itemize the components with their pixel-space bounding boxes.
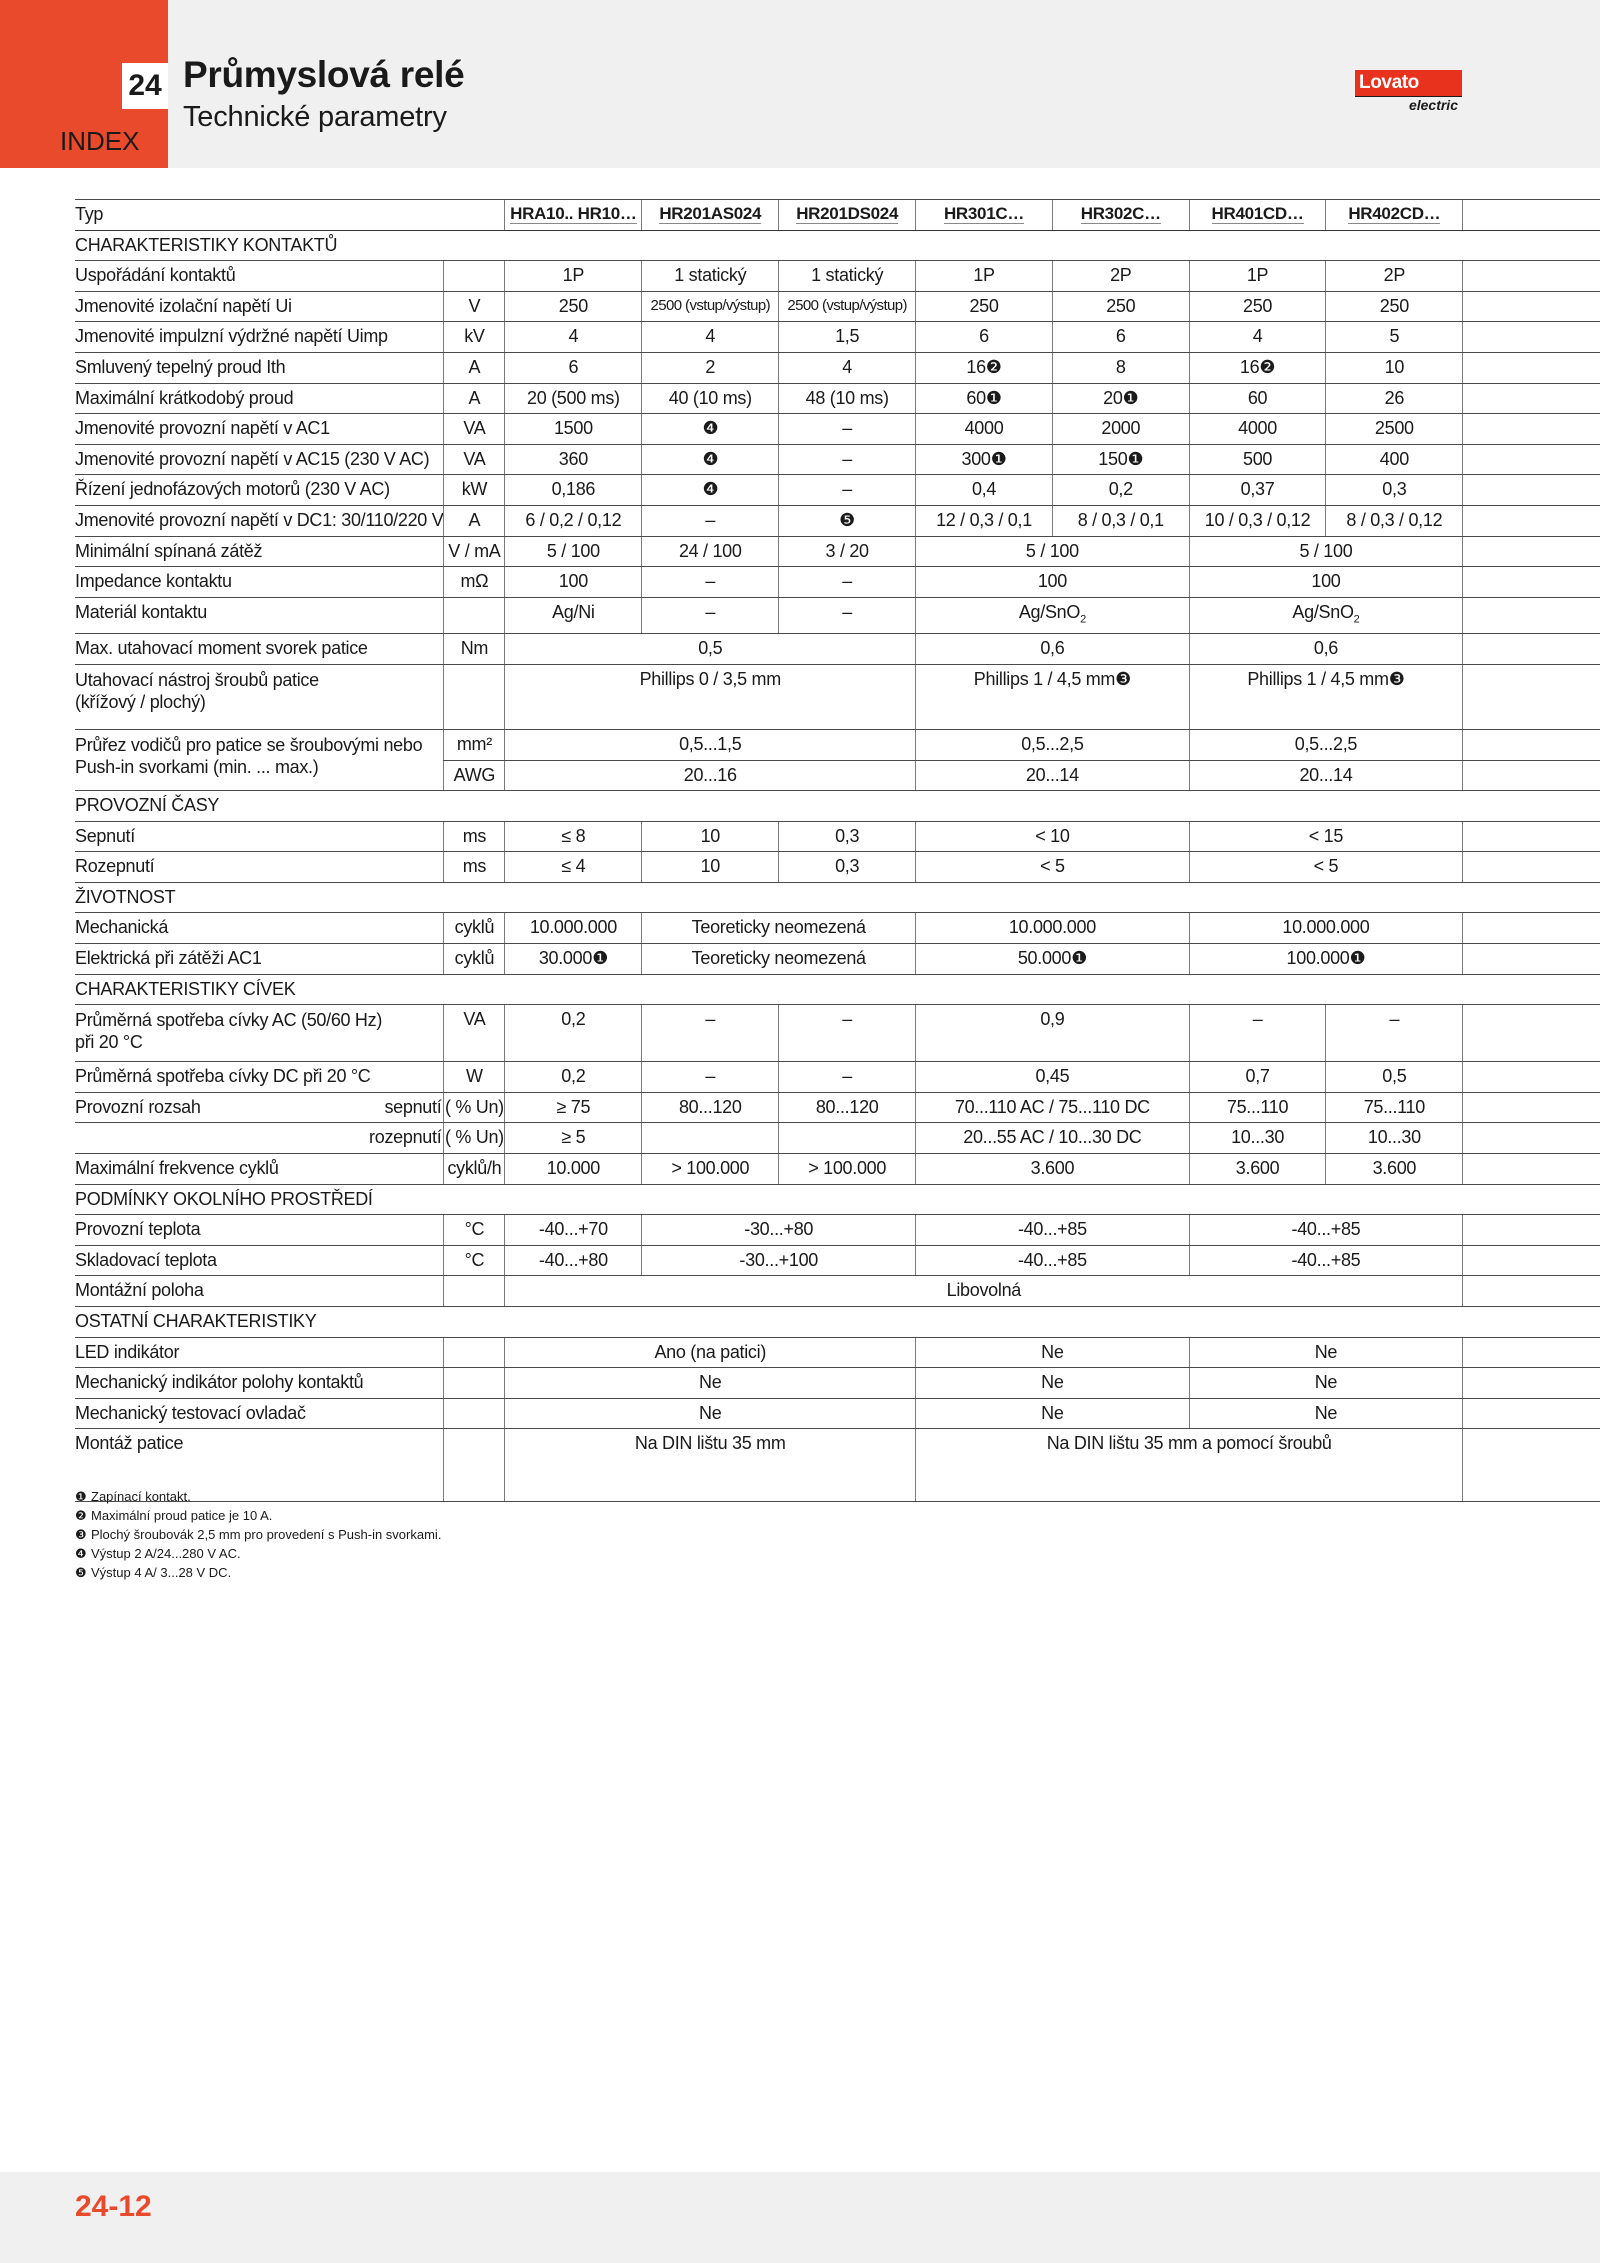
cell: 80...120: [642, 1092, 779, 1123]
cell: ❹: [642, 444, 779, 475]
cell: 5 / 100: [916, 536, 1190, 567]
table-row: [75, 597, 1600, 634]
cell: 6: [1052, 322, 1189, 353]
cell: 6 / 0,2 / 0,12: [505, 505, 642, 536]
section-times: [75, 791, 1600, 822]
logo-subtext: electric: [1355, 96, 1462, 113]
cell: 4000: [916, 414, 1053, 445]
table-row: [75, 322, 1600, 353]
cell: 300❶: [916, 444, 1053, 475]
cell: 250: [1326, 291, 1463, 322]
cell: 2P: [1326, 261, 1463, 292]
row-unit: VA: [444, 1005, 505, 1062]
cell: Ne: [1189, 1398, 1463, 1429]
table-row: [75, 475, 1600, 506]
cell: -40...+85: [1189, 1245, 1463, 1276]
cell: 3 / 20: [779, 536, 916, 567]
cell: 40 (10 ms): [642, 383, 779, 414]
cell: Ag/SnO$_2$: [916, 597, 1190, 634]
cell: 500: [1189, 444, 1326, 475]
cell: 0,37: [1189, 475, 1326, 506]
cell: 48 (10 ms): [779, 383, 916, 414]
cell: > 100.000: [642, 1154, 779, 1185]
cell: 3.600: [916, 1154, 1190, 1185]
cell: Phillips 0 / 3,5 mm: [505, 664, 916, 729]
row-unit: cyklů: [444, 913, 505, 944]
cell: 0,4: [916, 475, 1053, 506]
cell: 5: [1326, 322, 1463, 353]
cell: 24 / 100: [642, 536, 779, 567]
footnote: ❶ Zapínací kontakt.: [75, 1489, 191, 1504]
cell: 20❶: [1052, 383, 1189, 414]
cell: 10: [1326, 352, 1463, 383]
table-row: [75, 567, 1600, 598]
row-label: Jmenovité provozní napětí v AC15 (230 V AC): [75, 444, 444, 475]
cell: 250: [916, 291, 1053, 322]
cell: 10: [642, 821, 779, 852]
table-row: [75, 852, 1600, 883]
cell: 5 / 100: [1189, 536, 1463, 567]
cell: ❺: [779, 505, 916, 536]
cell: Ne: [916, 1368, 1190, 1399]
cell: 3.600: [1326, 1154, 1463, 1185]
page-number: 24-12: [75, 2190, 152, 2223]
model-hr402cd: HR402CD…: [1326, 200, 1463, 231]
cell: 0,7: [1189, 1062, 1326, 1093]
cell: -30...+80: [642, 1215, 916, 1246]
table-row: [75, 729, 1600, 760]
row-unit: °C: [444, 1215, 505, 1246]
row-label: Utahovací nástroj šroubů patice (křížový / plochý): [75, 664, 444, 729]
row-unit: A: [444, 505, 505, 536]
cell: Ne: [505, 1368, 916, 1399]
cell: Teoreticky neomezená: [642, 944, 916, 975]
cell: 20...55 AC / 10...30 DC: [916, 1123, 1190, 1154]
cell: 3.600: [1189, 1154, 1326, 1185]
cell: –: [642, 1005, 779, 1062]
cell: –: [642, 505, 779, 536]
cell: 8 / 0,3 / 0,12: [1326, 505, 1463, 536]
section-title: PODMÍNKY OKOLNÍHO PROSTŘEDÍ: [75, 1184, 1600, 1215]
row-label: Materiál kontaktu: [75, 597, 444, 634]
cell: > 100.000: [779, 1154, 916, 1185]
header-row: [75, 200, 1600, 231]
row-label: Jmenovité provozní napětí v AC1: [75, 414, 444, 445]
cell: 0,5...1,5: [505, 729, 916, 760]
spec-table: [75, 199, 1600, 1502]
model-hr201as024: HR201AS024: [642, 200, 779, 231]
cell: < 15: [1189, 821, 1463, 852]
section-contacts: [75, 230, 1600, 261]
cell: 100: [1189, 567, 1463, 598]
cell: 0,3: [779, 852, 916, 883]
table-row: [75, 536, 1600, 567]
row-unit: ms: [444, 821, 505, 852]
table-row: [75, 1337, 1600, 1368]
table-row: [75, 664, 1600, 729]
row-unit: Nm: [444, 634, 505, 665]
cell: 0,2: [1052, 475, 1189, 506]
section-title: PROVOZNÍ ČASY: [75, 791, 1600, 822]
cell: –: [642, 597, 779, 634]
table-row: [75, 444, 1600, 475]
cell: 2500 (vstup/výstup): [779, 291, 916, 322]
cell: < 5: [916, 852, 1190, 883]
cell: 6: [916, 322, 1053, 353]
cell: 250: [1052, 291, 1189, 322]
cell: 0,5...2,5: [916, 729, 1190, 760]
cell: Ne: [1189, 1368, 1463, 1399]
index-link[interactable]: INDEX: [60, 126, 140, 156]
cell: 10...30: [1326, 1123, 1463, 1154]
cell: ❹: [642, 475, 779, 506]
cell: Ne: [505, 1398, 916, 1429]
cell: ≥ 5: [505, 1123, 642, 1154]
cell: Ag/Ni: [505, 597, 642, 634]
cell: 0,2: [505, 1062, 642, 1093]
cell: Na DIN lištu 35 mm: [505, 1429, 916, 1502]
row-label: Průměrná spotřeba cívky DC při 20 °C: [75, 1062, 444, 1093]
table-row: [75, 821, 1600, 852]
table-row: [75, 1062, 1600, 1093]
cell: 16❷: [916, 352, 1053, 383]
model-hr301c: HR301C…: [916, 200, 1053, 231]
table-row: [75, 1215, 1600, 1246]
row-unit: cyklů/h: [444, 1154, 505, 1185]
cell: 150❶: [1052, 444, 1189, 475]
row-label: Skladovací teplota: [75, 1245, 444, 1276]
cell: 6: [505, 352, 642, 383]
section-coils: [75, 974, 1600, 1005]
cell: Ne: [916, 1337, 1190, 1368]
cell: 8: [1052, 352, 1189, 383]
cell: -30...+100: [642, 1245, 916, 1276]
cell: 10: [642, 852, 779, 883]
model-hr201ds024: HR201DS024: [779, 200, 916, 231]
cell: 1,5: [779, 322, 916, 353]
cell: 75...110: [1189, 1092, 1326, 1123]
model-hr302c: HR302C…: [1052, 200, 1189, 231]
cell: 10.000: [505, 1154, 642, 1185]
row-unit: kV: [444, 322, 505, 353]
cell: 0,3: [1326, 475, 1463, 506]
section-number: 24: [122, 63, 168, 109]
footnote: ❸ Plochý šroubovák 2,5 mm pro provedení s Push-in svorkami.: [75, 1527, 442, 1542]
cell: 1P: [916, 261, 1053, 292]
cell: –: [779, 444, 916, 475]
cell: 75...110: [1326, 1092, 1463, 1123]
row-label: Jmenovité provozní napětí v DC1: 30/110/220 V: [75, 505, 444, 536]
cell: Ne: [916, 1398, 1190, 1429]
cell: 2: [642, 352, 779, 383]
row-label: LED indikátor: [75, 1337, 444, 1368]
cell: Ano (na patici): [505, 1337, 916, 1368]
row-unit: V / mA: [444, 536, 505, 567]
table-row: [75, 1154, 1600, 1185]
cell: ≤ 4: [505, 852, 642, 883]
cell: 1 statický: [642, 261, 779, 292]
cell: –: [779, 1005, 916, 1062]
cell: < 5: [1189, 852, 1463, 883]
row-label: Průřez vodičů pro patice se šroubovými nebo Push-in svorkami (min. ... max.): [75, 729, 444, 790]
row-unit: mΩ: [444, 567, 505, 598]
cell: 0,6: [1189, 634, 1463, 665]
table-row: [75, 383, 1600, 414]
cell: Phillips 1 / 4,5 mm❸: [916, 664, 1190, 729]
cell: -40...+70: [505, 1215, 642, 1246]
cell: [779, 1123, 916, 1154]
row-unit: ( % Un): [444, 1092, 505, 1123]
table-row: [75, 414, 1600, 445]
row-label: Provozní rozsah sepnutí: [75, 1092, 444, 1123]
row-label: Mechanický indikátor polohy kontaktů: [75, 1368, 444, 1399]
section-title: CHARAKTERISTIKY KONTAKTŮ: [75, 230, 1600, 261]
cell: 250: [505, 291, 642, 322]
section-title: OSTATNÍ CHARAKTERISTIKY: [75, 1307, 1600, 1338]
cell: < 10: [916, 821, 1190, 852]
cell: 4000: [1189, 414, 1326, 445]
cell: 2P: [1052, 261, 1189, 292]
cell: Teoreticky neomezená: [642, 913, 916, 944]
cell: 1500: [505, 414, 642, 445]
row-label: Maximální krátkodobý proud: [75, 383, 444, 414]
cell: 16❷: [1189, 352, 1326, 383]
cell: -40...+85: [916, 1245, 1190, 1276]
cell: 50.000❶: [916, 944, 1190, 975]
row-unit: A: [444, 352, 505, 383]
cell: -40...+85: [1189, 1215, 1463, 1246]
cell: 30.000❶: [505, 944, 642, 975]
row-label: Uspořádání kontaktů: [75, 261, 444, 292]
row-label: Mechanická: [75, 913, 444, 944]
row-unit: ms: [444, 852, 505, 883]
cell: -40...+85: [916, 1215, 1190, 1246]
cell: 2500: [1326, 414, 1463, 445]
cell: –: [1326, 1005, 1463, 1062]
cell: 80...120: [779, 1092, 916, 1123]
cell: 20...14: [1189, 760, 1463, 791]
cell: 360: [505, 444, 642, 475]
cell: 5 / 100: [505, 536, 642, 567]
table-row: [75, 1123, 1600, 1154]
cell: 0,3: [779, 821, 916, 852]
row-unit: V: [444, 291, 505, 322]
page-title: Průmyslová relé: [183, 54, 465, 95]
row-unit: [444, 261, 505, 292]
cell: 100.000❶: [1189, 944, 1463, 975]
cell: 0,186: [505, 475, 642, 506]
typ-label: Typ: [75, 200, 505, 231]
row-label: Řízení jednofázových motorů (230 V AC): [75, 475, 444, 506]
table-row: [75, 944, 1600, 975]
cell: –: [642, 1062, 779, 1093]
cell: 8 / 0,3 / 0,1: [1052, 505, 1189, 536]
row-label: Provozní teplota: [75, 1215, 444, 1246]
row-label: Montáž patice: [75, 1429, 444, 1502]
table-row: [75, 1368, 1600, 1399]
cell: –: [779, 597, 916, 634]
cell: 60❶: [916, 383, 1053, 414]
cell: –: [779, 567, 916, 598]
cell: 10.000.000: [505, 913, 642, 944]
table-row: [75, 261, 1600, 292]
table-row: [75, 505, 1600, 536]
cell: 250: [1189, 291, 1326, 322]
row-label: Montážní poloha: [75, 1276, 444, 1307]
cell: –: [779, 414, 916, 445]
cell: 60: [1189, 383, 1326, 414]
cell: 0,5...2,5: [1189, 729, 1463, 760]
lovato-logo: [1355, 70, 1462, 113]
cell: 10.000.000: [916, 913, 1190, 944]
row-unit: °C: [444, 1245, 505, 1276]
section-other: [75, 1307, 1600, 1338]
row-label: Impedance kontaktu: [75, 567, 444, 598]
table-row: [75, 1276, 1600, 1307]
row-label: Rozepnutí: [75, 852, 444, 883]
row-label: Jmenovité izolační napětí Ui: [75, 291, 444, 322]
row-unit: cyklů: [444, 944, 505, 975]
cell: 100: [505, 567, 642, 598]
row-unit: [444, 1276, 505, 1307]
section-title: CHARAKTERISTIKY CÍVEK: [75, 974, 1600, 1005]
cell: ≤ 8: [505, 821, 642, 852]
row-label: Smluvený tepelný proud Ith: [75, 352, 444, 383]
cell: 20...14: [916, 760, 1190, 791]
cell: Ag/SnO$_2$: [1189, 597, 1463, 634]
cell: 20 (500 ms): [505, 383, 642, 414]
row-unit: VA: [444, 444, 505, 475]
table-row: [75, 291, 1600, 322]
cell: ≥ 75: [505, 1092, 642, 1123]
section-life: [75, 882, 1600, 913]
row-unit: [444, 1337, 505, 1368]
row-unit: mm²: [444, 729, 505, 760]
row-label: Maximální frekvence cyklů: [75, 1154, 444, 1185]
cell: 12 / 0,3 / 0,1: [916, 505, 1053, 536]
cell: Ne: [1189, 1337, 1463, 1368]
cell: [642, 1123, 779, 1154]
model-hr401cd: HR401CD…: [1189, 200, 1326, 231]
footer-band: [0, 2172, 1600, 2263]
footnote: ❷ Maximální proud patice je 10 A.: [75, 1508, 273, 1523]
footnote: ❹ Výstup 2 A/24...280 V AC.: [75, 1546, 241, 1561]
model-hra10: HRA10.. HR10…: [505, 200, 642, 231]
cell: 1P: [1189, 261, 1326, 292]
footnotes: [75, 1487, 441, 1582]
table-row: [75, 913, 1600, 944]
table-row: [75, 1092, 1600, 1123]
row-unit: AWG: [444, 760, 505, 791]
row-label: Elektrická při zátěži AC1: [75, 944, 444, 975]
page-subtitle: Technické parametry: [183, 101, 447, 133]
cell: 70...110 AC / 75...110 DC: [916, 1092, 1190, 1123]
row-unit: ( % Un): [444, 1123, 505, 1154]
cell: 2500 (vstup/výstup): [642, 291, 779, 322]
row-unit: VA: [444, 414, 505, 445]
cell: 20...16: [505, 760, 916, 791]
cell: 4: [1189, 322, 1326, 353]
cell: -40...+80: [505, 1245, 642, 1276]
section-title: ŽIVOTNOST: [75, 882, 1600, 913]
logo-wordmark: Lovato: [1355, 70, 1462, 96]
cell: 0,6: [916, 634, 1190, 665]
cell: 1 statický: [779, 261, 916, 292]
row-label: Max. utahovací moment svorek patice: [75, 634, 444, 665]
cell: Na DIN lištu 35 mm a pomocí šroubů: [916, 1429, 1463, 1502]
cell: ❹: [642, 414, 779, 445]
cell: 4: [505, 322, 642, 353]
row-unit: [444, 1398, 505, 1429]
cell: 0,5: [505, 634, 916, 665]
table-row: [75, 1245, 1600, 1276]
footnote: ❺ Výstup 4 A/ 3...28 V DC.: [75, 1565, 232, 1580]
row-label: Jmenovité impulzní výdržné napětí Uimp: [75, 322, 444, 353]
cell: –: [1189, 1005, 1326, 1062]
cell: Phillips 1 / 4,5 mm❸: [1189, 664, 1463, 729]
section-env: [75, 1184, 1600, 1215]
cell: 0,45: [916, 1062, 1190, 1093]
row-unit: A: [444, 383, 505, 414]
row-sublabel: rozepnutí: [75, 1123, 444, 1154]
cell: 1P: [505, 261, 642, 292]
cell: –: [642, 567, 779, 598]
cell: 0,5: [1326, 1062, 1463, 1093]
cell: 10 / 0,3 / 0,12: [1189, 505, 1326, 536]
row-unit: [444, 1429, 505, 1502]
cell: 0,2: [505, 1005, 642, 1062]
row-unit: [444, 1368, 505, 1399]
cell: 26: [1326, 383, 1463, 414]
cell: –: [779, 1062, 916, 1093]
table-row: [75, 1398, 1600, 1429]
cell: –: [779, 475, 916, 506]
row-label: Průměrná spotřeba cívky AC (50/60 Hz) při 20 °C: [75, 1005, 444, 1062]
cell: 100: [916, 567, 1190, 598]
row-unit: [444, 597, 505, 634]
cell: 10.000.000: [1189, 913, 1463, 944]
row-unit: [444, 664, 505, 729]
row-label: Minimální spínaná zátěž: [75, 536, 444, 567]
row-label: Sepnutí: [75, 821, 444, 852]
cell: 4: [642, 322, 779, 353]
cell: 400: [1326, 444, 1463, 475]
cell: 0,9: [916, 1005, 1190, 1062]
row-unit: W: [444, 1062, 505, 1093]
table-row: [75, 1005, 1600, 1062]
cell: 4: [779, 352, 916, 383]
row-unit: kW: [444, 475, 505, 506]
table-row: [75, 634, 1600, 665]
cell: 10...30: [1189, 1123, 1326, 1154]
row-label: Mechanický testovací ovladač: [75, 1398, 444, 1429]
cell: Libovolná: [505, 1276, 1463, 1307]
table-row: [75, 352, 1600, 383]
cell: 2000: [1052, 414, 1189, 445]
